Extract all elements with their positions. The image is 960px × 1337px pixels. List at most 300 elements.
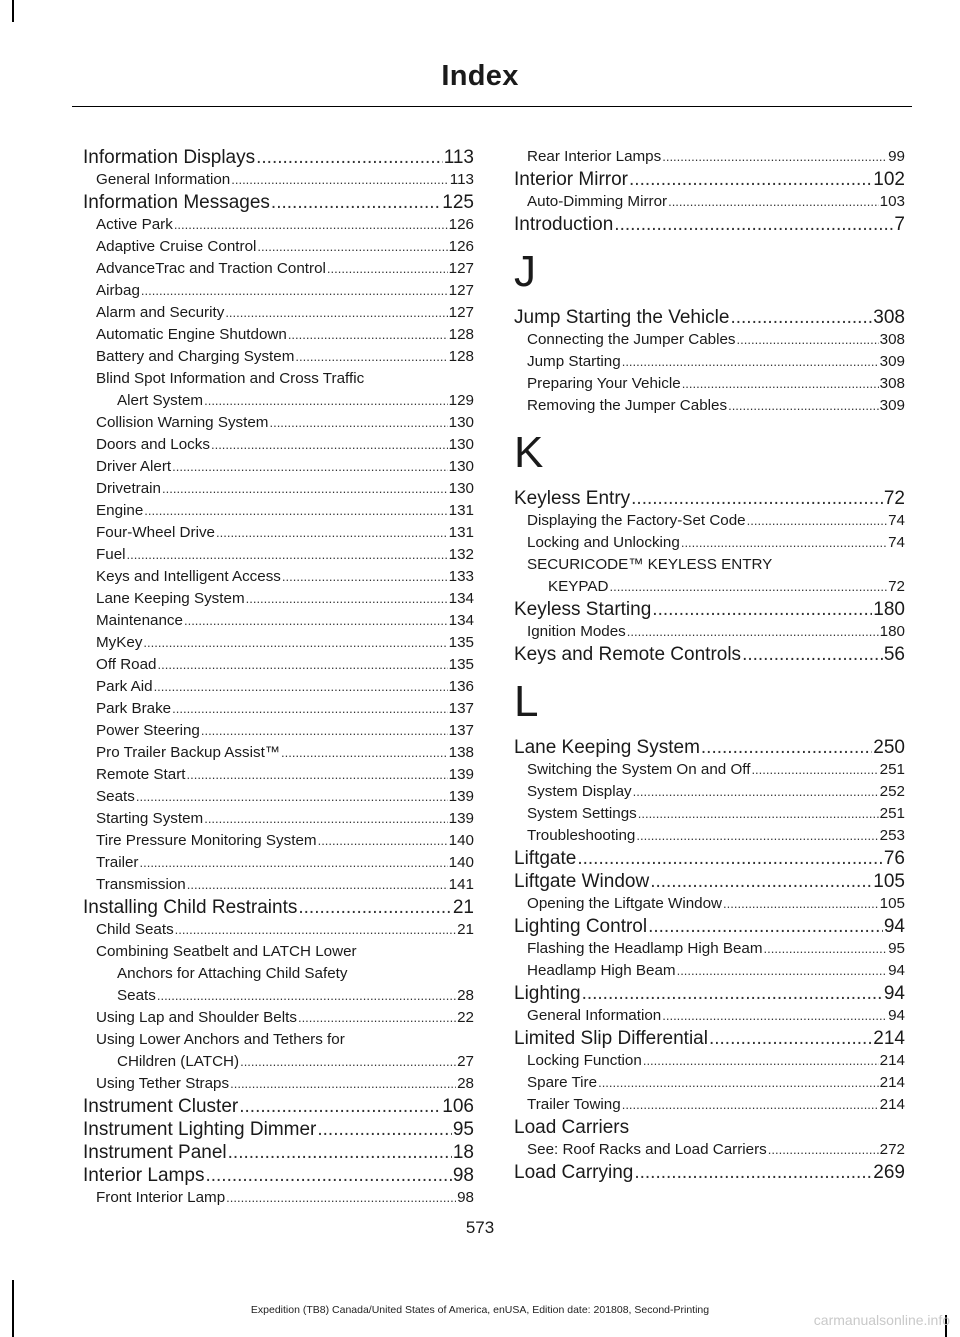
entry-label: Lighting: [514, 983, 581, 1004]
index-subentry[interactable]: [514, 395, 905, 417]
entry-label: Locking Function: [527, 1052, 642, 1069]
entry-page-number: 76: [883, 848, 905, 869]
entry-page-number: 130: [448, 480, 474, 497]
entry-page-number: 251: [879, 761, 905, 778]
leader-dots: [246, 588, 448, 610]
entry-page-number: 99: [888, 148, 905, 165]
entry-label: Displaying the Factory-Set Code: [527, 512, 746, 529]
index-entry[interactable]: [83, 1118, 474, 1141]
leader-dots: [269, 412, 447, 434]
leader-dots: [239, 1095, 441, 1118]
entry-page-number: 131: [448, 524, 474, 541]
entry-page-number: 126: [448, 216, 474, 233]
leader-dots: [144, 500, 447, 522]
entry-page-number: 102: [873, 169, 905, 190]
index-subentry[interactable]: [83, 786, 474, 808]
leader-dots: [139, 852, 447, 874]
page-number: 573: [465, 1218, 495, 1237]
index-entry[interactable]: [514, 736, 905, 759]
index-subentry[interactable]: [514, 146, 905, 168]
entry-label: Alert System: [117, 392, 204, 409]
index-entry[interactable]: [514, 915, 905, 938]
entry-label: Active Park: [96, 216, 173, 233]
index-subentry[interactable]: [514, 803, 905, 825]
index-entry[interactable]: [83, 191, 474, 214]
entry-page-number: 141: [448, 876, 474, 893]
leader-dots: [751, 759, 878, 781]
entry-page-number: 137: [448, 722, 474, 739]
index-subentry[interactable]: [83, 236, 474, 258]
index-subentry[interactable]: [514, 621, 905, 643]
leader-dots: [652, 598, 872, 621]
index-subentry-line: SECURICODE™ KEYLESS ENTRY: [527, 556, 773, 573]
index-subentry[interactable]: [83, 522, 474, 544]
index-subentry[interactable]: [514, 1050, 905, 1072]
entry-label: Airbag: [96, 282, 140, 299]
leader-dots: [742, 643, 883, 666]
leader-dots: [187, 874, 448, 896]
entry-page-number: 130: [448, 458, 474, 475]
leader-dots: [598, 1072, 879, 1094]
entry-page-number: 140: [448, 832, 474, 849]
entry-label: Locking and Unlocking: [527, 534, 680, 551]
entry-label: Lighting Control: [514, 916, 648, 937]
entry-page-number: 269: [873, 1162, 905, 1183]
entry-page-number: 98: [452, 1165, 474, 1186]
leader-dots: [172, 698, 448, 720]
leader-dots: [127, 544, 448, 566]
entry-page-number: 95: [888, 940, 905, 957]
leader-dots: [216, 522, 448, 544]
leader-dots: [582, 982, 883, 1005]
index-entry[interactable]: [514, 1161, 905, 1184]
entry-label: Auto-Dimming Mirror: [527, 193, 668, 210]
entry-page-number: 129: [448, 392, 474, 409]
title-divider: [72, 106, 912, 107]
index-subentry[interactable]: [83, 874, 474, 896]
leader-dots: [737, 329, 879, 351]
entry-page-number: 136: [448, 678, 474, 695]
entry-page-number: 105: [879, 895, 905, 912]
entry-label: Instrument Lighting Dimmer: [83, 1119, 317, 1140]
leader-dots: [610, 576, 888, 598]
entry-page-number: 128: [448, 326, 474, 343]
entry-page-number: 22: [457, 1009, 474, 1026]
leader-dots: [318, 830, 448, 852]
index-subentry[interactable]: [514, 532, 905, 554]
entry-page-number: 252: [879, 783, 905, 800]
index-entry[interactable]: [514, 870, 905, 893]
entry-page-number: 214: [873, 1028, 905, 1049]
entry-page-number: 74: [888, 512, 905, 529]
entry-page-number: 125: [442, 192, 474, 213]
entry-page-number: 72: [883, 488, 905, 509]
entry-page-number: 139: [448, 766, 474, 783]
entry-page-number: 106: [442, 1096, 474, 1117]
index-entry[interactable]: [514, 1027, 905, 1050]
leader-dots: [225, 302, 447, 324]
index-subentry[interactable]: [83, 632, 474, 654]
entry-page-number: 180: [873, 599, 905, 620]
leader-dots: [668, 191, 879, 213]
leader-dots: [201, 720, 448, 742]
index-subentry[interactable]: [83, 720, 474, 742]
index-entry[interactable]: [83, 896, 474, 919]
leader-dots: [226, 1187, 456, 1209]
entry-label: Off Road: [96, 656, 157, 673]
leader-dots: [256, 146, 443, 169]
leader-dots: [636, 825, 878, 847]
index-subentry[interactable]: [514, 1139, 905, 1161]
index-subentry[interactable]: [83, 346, 474, 368]
index-subentry[interactable]: [514, 938, 905, 960]
leader-dots: [662, 146, 887, 168]
leader-dots: [648, 915, 883, 938]
entry-label: Remote Start: [96, 766, 186, 783]
entry-label: Keys and Remote Controls: [514, 644, 742, 665]
entry-page-number: 127: [448, 260, 474, 277]
entry-page-number: 135: [448, 656, 474, 673]
index-subentry[interactable]: [514, 1005, 905, 1027]
entry-label: Seats: [117, 987, 156, 1004]
index-subentry[interactable]: [83, 742, 474, 764]
leader-dots: [172, 456, 448, 478]
index-subentry[interactable]: [83, 566, 474, 588]
entry-page-number: 308: [873, 307, 905, 328]
leader-dots: [764, 938, 888, 960]
index-entry[interactable]: [514, 598, 905, 621]
leader-dots: [281, 742, 448, 764]
leader-dots: [634, 1161, 872, 1184]
index-subentry[interactable]: [83, 764, 474, 786]
index-subentry[interactable]: [83, 544, 474, 566]
entry-page-number: 103: [879, 193, 905, 210]
entry-label: Keys and Intelligent Access: [96, 568, 281, 585]
entry-label: Connecting the Jumper Cables: [527, 331, 736, 348]
entry-label: Collision Warning System: [96, 414, 269, 431]
entry-label: System Display: [527, 783, 632, 800]
entry-label: Liftgate Window: [514, 871, 650, 892]
leader-dots: [682, 373, 879, 395]
entry-label: Jump Starting the Vehicle: [514, 307, 730, 328]
leader-dots: [728, 395, 879, 417]
leader-dots: [709, 1027, 872, 1050]
index-subentry[interactable]: [514, 825, 905, 847]
leader-dots: [204, 808, 447, 830]
entry-page-number: 21: [452, 897, 474, 918]
leader-dots: [662, 1005, 887, 1027]
index-subentry[interactable]: [83, 169, 474, 191]
entry-label: Jump Starting: [527, 353, 621, 370]
index-entry[interactable]: [514, 643, 905, 666]
entry-page-number: 105: [873, 871, 905, 892]
entry-label: Automatic Engine Shutdown: [96, 326, 287, 343]
entry-label: Four-Wheel Drive: [96, 524, 215, 541]
entry-page-number: 113: [443, 147, 474, 168]
entry-label: Alarm and Security: [96, 304, 225, 321]
leader-dots: [622, 351, 879, 373]
index-entry[interactable]: [83, 1141, 474, 1164]
index-subentry[interactable]: [514, 576, 905, 598]
entry-page-number: 308: [879, 375, 905, 392]
leader-dots: [174, 214, 448, 236]
index-subentry[interactable]: [83, 1051, 474, 1073]
leader-dots: [631, 487, 883, 510]
entry-page-number: 214: [879, 1052, 905, 1069]
entry-label: Lane Keeping System: [514, 737, 700, 758]
index-subentry[interactable]: [514, 1094, 905, 1116]
entry-label: Power Steering: [96, 722, 200, 739]
entry-label: Lane Keeping System: [96, 590, 245, 607]
index-subentry[interactable]: [83, 258, 474, 280]
entry-page-number: 126: [448, 238, 474, 255]
index-subentry[interactable]: [83, 1007, 474, 1029]
index-subentry[interactable]: [83, 500, 474, 522]
entry-label: Rear Interior Lamps: [527, 148, 662, 165]
index-subentry[interactable]: [83, 434, 474, 456]
entry-page-number: 130: [448, 436, 474, 453]
index-entry: Load Carriers: [514, 1117, 630, 1138]
entry-label: Trailer: [96, 854, 139, 871]
footer-edition-text: Expedition (TB8) Canada/United States of America, enUSA, Edition date: 201808, Second-Printing: [250, 1304, 710, 1316]
entry-label: Using Lap and Shoulder Belts: [96, 1009, 297, 1026]
leader-dots: [211, 434, 448, 456]
entry-label: Opening the Liftgate Window: [527, 895, 723, 912]
entry-label: Transmission: [96, 876, 186, 893]
leader-dots: [633, 781, 879, 803]
entry-page-number: 94: [883, 916, 905, 937]
entry-label: See: Roof Racks and Load Carriers: [527, 1141, 767, 1158]
index-subentry[interactable]: [83, 324, 474, 346]
entry-label: Limited Slip Differential: [514, 1028, 708, 1049]
index-subentry[interactable]: [83, 698, 474, 720]
index-subentry[interactable]: [83, 588, 474, 610]
entry-label: Keyless Entry: [514, 488, 631, 509]
entry-label: Information Displays: [83, 147, 256, 168]
leader-dots: [271, 191, 441, 214]
index-subentry[interactable]: [83, 808, 474, 830]
entry-page-number: 113: [449, 171, 474, 188]
index-subentry-line: Using Lower Anchors and Tethers for: [96, 1031, 345, 1048]
leader-dots: [186, 764, 447, 786]
leader-dots: [327, 258, 448, 280]
index-subentry[interactable]: [514, 781, 905, 803]
entry-label: Switching the System On and Off: [527, 761, 751, 778]
index-subentry[interactable]: [83, 1187, 474, 1209]
entry-page-number: 137: [448, 700, 474, 717]
leader-dots: [577, 847, 883, 870]
index-subentry[interactable]: [514, 329, 905, 351]
entry-page-number: 74: [888, 534, 905, 551]
entry-page-number: 253: [879, 827, 905, 844]
entry-label: Driver Alert: [96, 458, 172, 475]
entry-label: KEYPAD: [548, 578, 609, 595]
entry-page-number: 214: [879, 1096, 905, 1113]
index-subentry[interactable]: [514, 191, 905, 213]
entry-label: Flashing the Headlamp High Beam: [527, 940, 763, 957]
entry-label: Doors and Locks: [96, 436, 210, 453]
leader-dots: [143, 632, 447, 654]
index-subentry[interactable]: [83, 919, 474, 941]
entry-page-number: 250: [873, 737, 905, 758]
entry-label: Headlamp High Beam: [527, 962, 676, 979]
index-subentry[interactable]: [514, 510, 905, 532]
entry-page-number: 127: [448, 304, 474, 321]
entry-page-number: 133: [448, 568, 474, 585]
entry-label: Introduction: [514, 214, 614, 235]
entry-label: Front Interior Lamp: [96, 1189, 226, 1206]
entry-page-number: 72: [888, 578, 905, 595]
index-subentry[interactable]: [83, 610, 474, 632]
index-entry[interactable]: [83, 146, 474, 169]
entry-label: Information Messages: [83, 192, 270, 213]
leader-dots: [175, 919, 456, 941]
entry-page-number: 140: [448, 854, 474, 871]
index-subentry[interactable]: [514, 351, 905, 373]
entry-page-number: 132: [448, 546, 474, 563]
index-subentry[interactable]: [514, 1072, 905, 1094]
leader-dots: [282, 566, 448, 588]
entry-label: Using Tether Straps: [96, 1075, 230, 1092]
entry-label: Preparing Your Vehicle: [527, 375, 681, 392]
entry-label: Keyless Starting: [514, 599, 652, 620]
leader-dots: [681, 532, 887, 554]
entry-page-number: 94: [888, 962, 905, 979]
entry-page-number: 28: [457, 1075, 474, 1092]
leader-dots: [638, 803, 879, 825]
entry-page-number: 134: [448, 590, 474, 607]
entry-label: Trailer Towing: [527, 1096, 621, 1113]
index-entry[interactable]: [514, 213, 905, 236]
entry-page-number: 130: [448, 414, 474, 431]
entry-page-number: 139: [448, 810, 474, 827]
leader-dots: [730, 306, 872, 329]
entry-label: Instrument Panel: [83, 1142, 227, 1163]
index-subentry[interactable]: [83, 1073, 474, 1095]
index-subentry[interactable]: [83, 412, 474, 434]
index-subentry[interactable]: [83, 456, 474, 478]
index-entry[interactable]: [514, 487, 905, 510]
index-subentry-line: Combining Seatbelt and LATCH Lower: [96, 943, 357, 960]
entry-page-number: 94: [888, 1007, 905, 1024]
leader-dots: [157, 985, 456, 1007]
leader-dots: [257, 236, 447, 258]
entry-label: Seats: [96, 788, 135, 805]
entry-page-number: 128: [448, 348, 474, 365]
index-subentry[interactable]: [83, 852, 474, 874]
entry-page-number: 272: [879, 1141, 905, 1158]
page-title: Index: [441, 60, 519, 92]
leader-dots: [643, 1050, 879, 1072]
entry-page-number: 309: [879, 353, 905, 370]
leader-dots: [768, 1139, 879, 1161]
leader-dots: [184, 610, 448, 632]
entry-label: Interior Lamps: [83, 1165, 205, 1186]
index-column-right: [514, 146, 905, 1184]
leader-dots: [629, 168, 872, 191]
entry-page-number: 56: [883, 644, 905, 665]
index-subentry[interactable]: [83, 390, 474, 412]
entry-page-number: 135: [448, 634, 474, 651]
index-entry[interactable]: [83, 1095, 474, 1118]
entry-label: Interior Mirror: [514, 169, 629, 190]
index-subentry[interactable]: [83, 830, 474, 852]
index-subentry[interactable]: [83, 676, 474, 698]
entry-label: Load Carrying: [514, 1162, 634, 1183]
leader-dots: [141, 280, 448, 302]
index-subentry[interactable]: [83, 985, 474, 1007]
section-letter: K: [514, 428, 544, 477]
leader-dots: [622, 1094, 879, 1116]
index-entry[interactable]: [514, 306, 905, 329]
index-column-left: [83, 146, 474, 1209]
leader-dots: [231, 169, 449, 191]
leader-dots: [158, 654, 448, 676]
entry-page-number: 309: [879, 397, 905, 414]
entry-page-number: 7: [894, 214, 905, 235]
leader-dots: [747, 510, 887, 532]
entry-page-number: 21: [457, 921, 474, 938]
leader-dots: [677, 960, 888, 982]
leader-dots: [701, 736, 872, 759]
index-entry[interactable]: [514, 847, 905, 870]
leader-dots: [288, 324, 448, 346]
entry-label: Child Seats: [96, 921, 174, 938]
leader-dots: [650, 870, 872, 893]
section-letter: J: [514, 247, 536, 296]
entry-label: Spare Tire: [527, 1074, 598, 1091]
leader-dots: [162, 478, 448, 500]
entry-label: Maintenance: [96, 612, 183, 629]
entry-label: MyKey: [96, 634, 143, 651]
entry-page-number: 308: [879, 331, 905, 348]
entry-page-number: 127: [448, 282, 474, 299]
index-subentry[interactable]: [514, 960, 905, 982]
index-subentry[interactable]: [83, 478, 474, 500]
entry-label: Fuel: [96, 546, 126, 563]
entry-label: Engine: [96, 502, 144, 519]
entry-label: Liftgate: [514, 848, 577, 869]
leader-dots: [723, 893, 879, 915]
leader-dots: [295, 346, 447, 368]
index-entry[interactable]: [83, 1164, 474, 1187]
entry-label: Pro Trailer Backup Assist™: [96, 744, 280, 761]
entry-page-number: 131: [448, 502, 474, 519]
index-subentry[interactable]: [83, 302, 474, 324]
leader-dots: [228, 1141, 452, 1164]
leader-dots: [298, 1007, 456, 1029]
index-entry[interactable]: [514, 982, 905, 1005]
index-subentry[interactable]: [514, 373, 905, 395]
entry-label: Adaptive Cruise Control: [96, 238, 257, 255]
entry-label: AdvanceTrac and Traction Control: [96, 260, 326, 277]
entry-label: Troubleshooting: [527, 827, 636, 844]
index-subentry[interactable]: [83, 214, 474, 236]
index-subentry[interactable]: [514, 759, 905, 781]
index-subentry[interactable]: [83, 280, 474, 302]
index-entry[interactable]: [514, 168, 905, 191]
entry-label: Park Aid: [96, 678, 153, 695]
leader-dots: [614, 213, 893, 236]
entry-label: Installing Child Restraints: [83, 897, 298, 918]
entry-label: Tire Pressure Monitoring System: [96, 832, 317, 849]
index-subentry[interactable]: [83, 654, 474, 676]
entry-page-number: 139: [448, 788, 474, 805]
section-letter: L: [514, 677, 539, 726]
leader-dots: [298, 896, 451, 919]
entry-label: Park Brake: [96, 700, 172, 717]
index-subentry[interactable]: [514, 893, 905, 915]
